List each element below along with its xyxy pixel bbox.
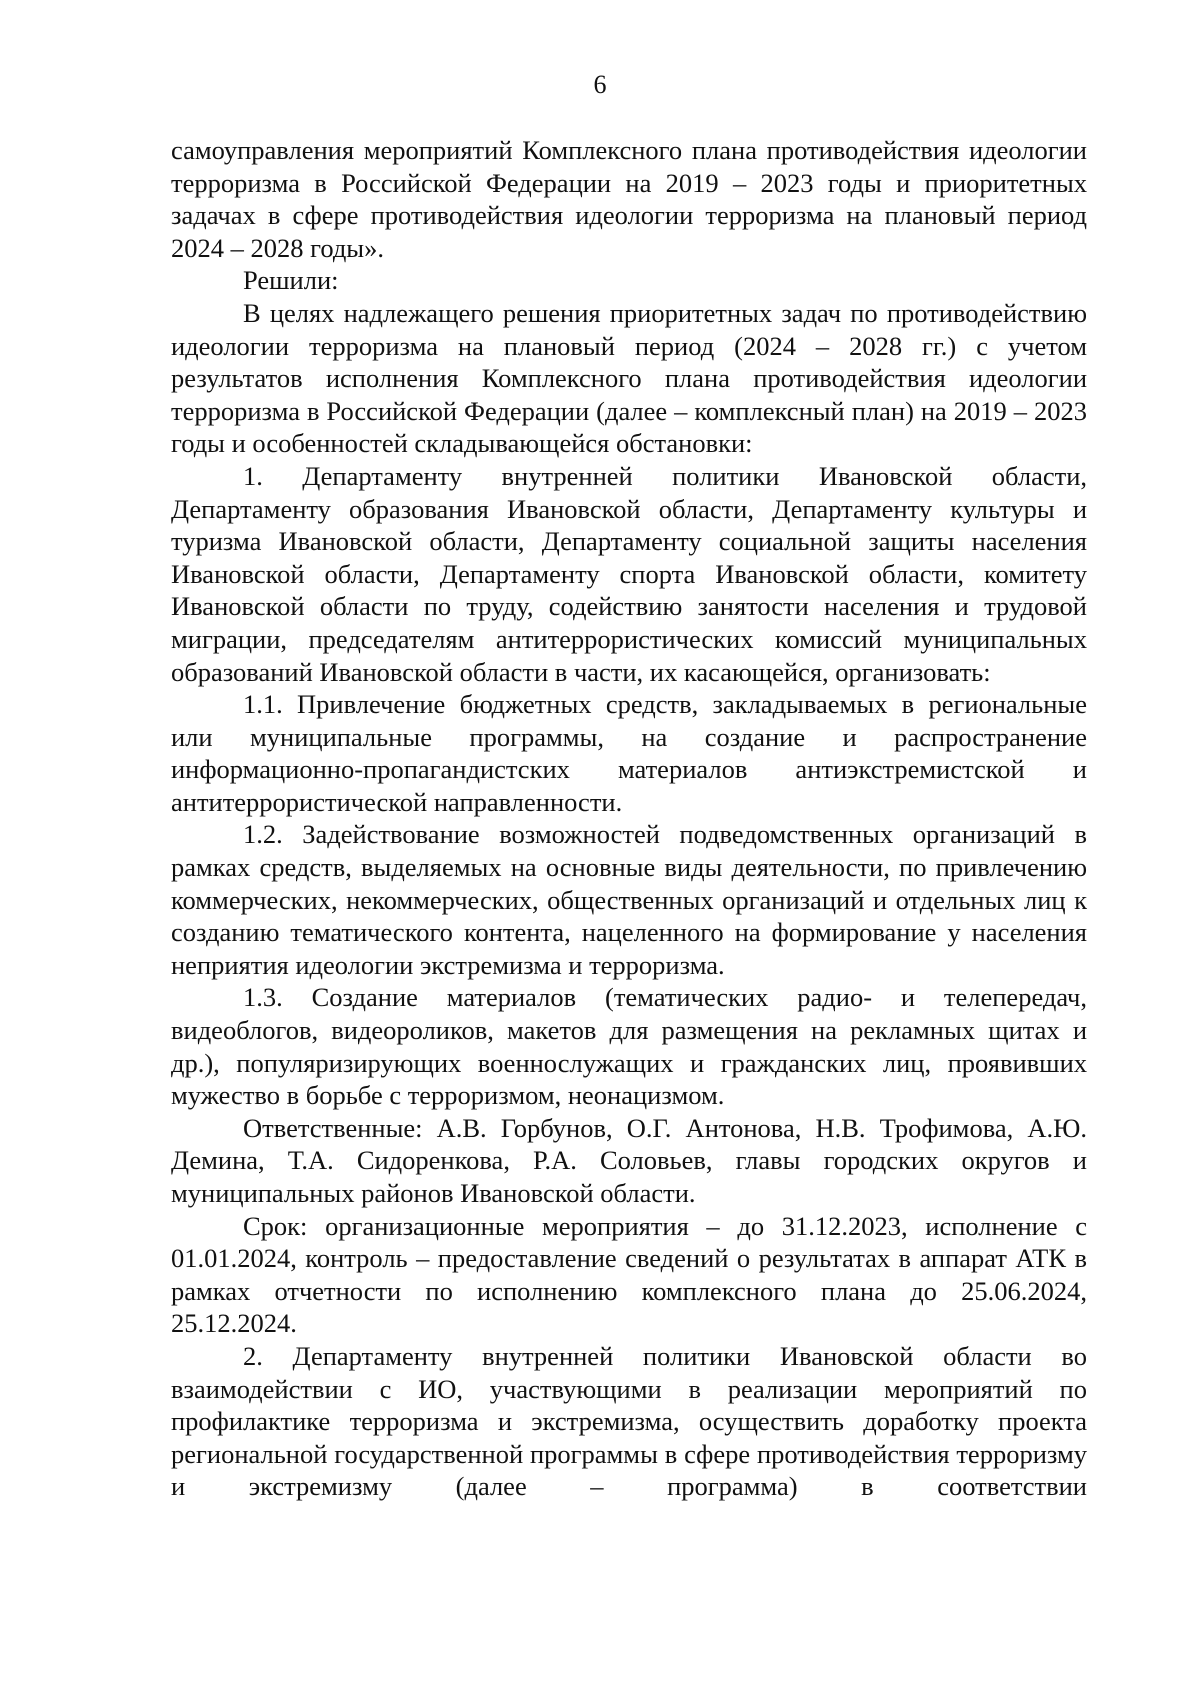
paragraph-item-1: 1. Департаменту внутренней политики Ивановской области, Департаменту образования Ивановской области, Департаменту культуры и туризма Ивановской области, Департаменту социальной защиты населения Ивановской области, Департаменту спорта Ивановской области, комитету Ивановской области по труду, содействию занятости населения и трудовой миграции, председателям антитеррористических комиссий муниципальных образований Ивановской области в части, их касающейся, организовать:	[171, 460, 1087, 687]
paragraph-item-1-1: 1.1. Привлечение бюджетных средств, закладываемых в региональные или муниципальные программы, на создание и распространение информационно-пропагандистских материалов антиэкстремистской и антитеррористической направленности.	[171, 689, 1087, 817]
paragraph-deadline: Срок: организационные мероприятия – до 31.12.2023, исполнение с 01.01.2024, контроль – предоставление сведений о результатах в аппарат АТК в рамках отчетности по исполнению комплексного плана до 25.06.2024, 25.12.2024.	[171, 1210, 1087, 1339]
paragraph-item-1-3: 1.3. Создание материалов (тематических радио- и телепередач, видеоблогов, видеороликов, макетов для размещения на рекламных щитах и др.), популяризирующих военнослужащих и гражданских лиц, проявивших мужество в борьбе с терроризмом, неонацизмом.	[171, 982, 1087, 1111]
paragraph-intro-continuation: самоуправления мероприятий Комплексного плана противодействия идеологии терроризма в Российской Федерации на 2019 – 2023 годы и приоритетных задачах в сфере противодействия идеологии терроризма на плановый период 2024 – 2028 годы».	[171, 135, 1087, 263]
paragraph-responsible: Ответственные: А.В. Горбунов, О.Г. Антонова, Н.В. Трофимова, А.Ю. Демина, Т.А. Сидоренкова, Р.А. Соловьев, главы городских округов и муниципальных районов Ивановской области.	[171, 1112, 1087, 1208]
paragraph-decided-heading: Решили:	[243, 265, 339, 296]
page-number: 6	[593, 70, 607, 99]
document-body	[171, 134, 1087, 1503]
paragraph-item-2: 2. Департаменту внутренней политики Ивановской области во взаимодействии с ИО, участвующими в реализации мероприятий по профилактике терроризма и экстремизма, осуществить доработку проекта региональной государственной программы в сфере противодействия терроризму и экстремизму (далее – программа) в соответствии	[171, 1340, 1087, 1502]
paragraph-item-1-2: 1.2. Задействование возможностей подведомственных организаций в рамках средств, выделяемых на основные виды деятельности, по привлечению коммерческих, некоммерческих, общественных организаций и отдельных лиц к созданию тематического контента, нацеленного на формирование у населения неприятия идеологии экстремизма и терроризма.	[171, 819, 1087, 980]
paragraph-purpose: В целях надлежащего решения приоритетных задач по противодействию идеологии терроризма на плановый период (2024 – 2028 гг.) с учетом результатов исполнения Комплексного плана противодействия идеологии терроризма в Российской Федерации (далее – комплексный план) на 2019 – 2023 годы и особенностей складывающейся обстановки:	[171, 297, 1087, 459]
